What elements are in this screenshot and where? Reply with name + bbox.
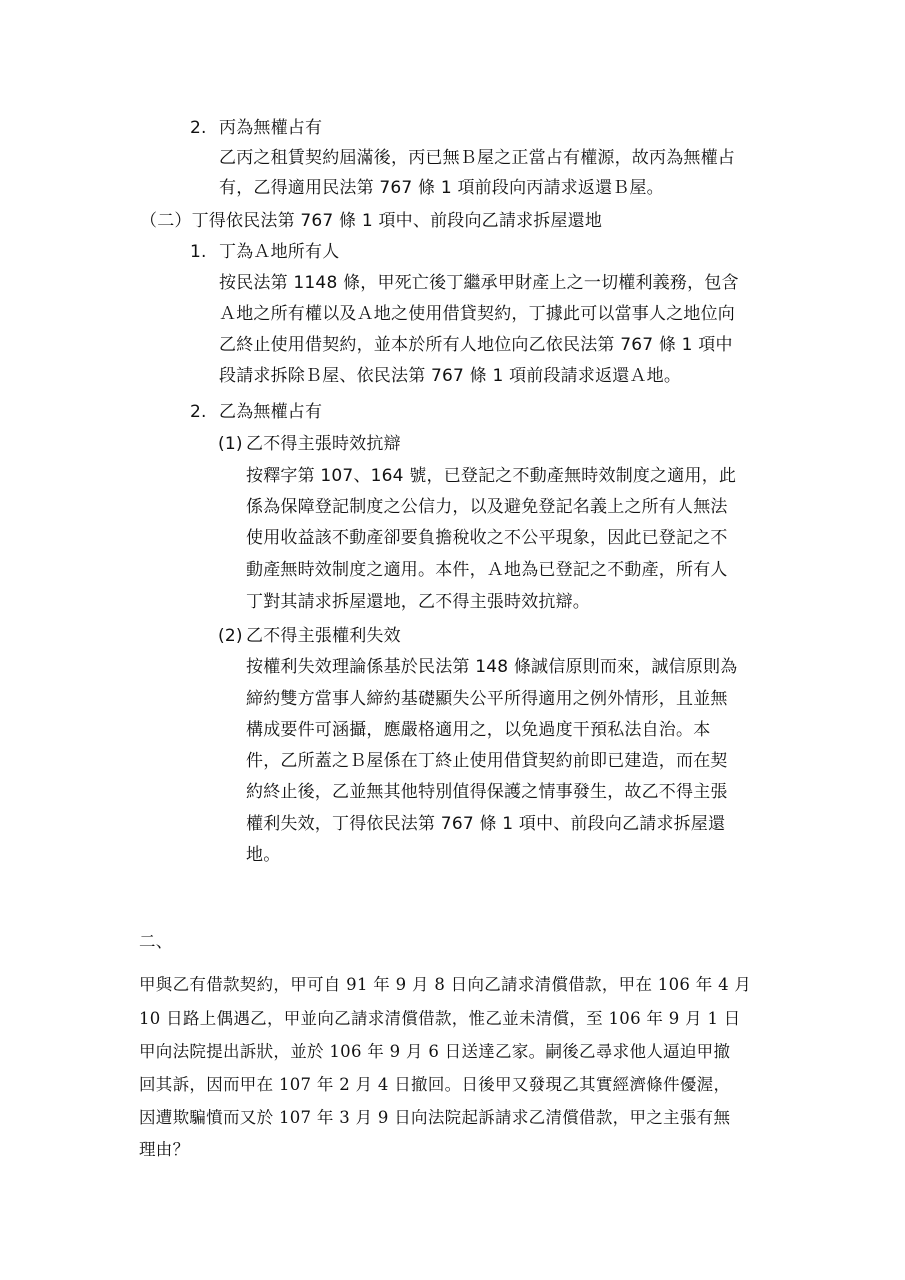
- paragraph-line: 乙丙之租賃契約屆滿後，丙已無Ｂ屋之正當占有權源，故丙為無權占: [219, 148, 735, 168]
- sub-item-number: (2): [218, 626, 243, 646]
- section-heading: （二）丁得依民法第 767 條 1 項中、前段向乙請求拆屋還地: [140, 211, 603, 231]
- sub-item-heading-text: 乙不得主張權利失效: [246, 626, 401, 646]
- question-line: 因遭欺騙憤而又於 107 年 3 月 9 日向法院起訴請求乙清償借款，甲之主張有無: [139, 1108, 731, 1127]
- paragraph-line: 動產無時效制度之適用。本件，Ａ地為已登記之不動產，所有人: [246, 560, 728, 580]
- list-heading-text: 乙為無權占有: [219, 402, 323, 422]
- paragraph-line: 按釋字第 107、164 號，已登記之不動產無時效制度之適用，此: [246, 466, 737, 486]
- question-line: 回其訴，因而甲在 107 年 2 月 4 日撤回。日後甲又發現乙其實經濟條件優渥，: [139, 1075, 731, 1094]
- paragraph-line: 段請求拆除Ｂ屋、依民法第 767 條 1 項前段請求返還Ａ地。: [219, 366, 682, 386]
- paragraph-line: 權利失效，丁得依民法第 767 條 1 項中、前段向乙請求拆屋還: [246, 814, 726, 834]
- paragraph-line: 使用收益該不動產卻要負擔稅收之不公平現象，因此已登記之不: [246, 528, 728, 548]
- sub-item-number: (1): [218, 434, 243, 454]
- sub-item-heading: [218, 626, 401, 646]
- paragraph-line: 丁對其請求拆屋還地，乙不得主張時效抗辯。: [246, 592, 590, 612]
- question-line: 甲與乙有借款契約，甲可自 91 年 9 月 8 日向乙請求清償借款，甲在 106 年 4 月: [139, 975, 752, 994]
- paragraph-line: 約終止後，乙並無其他特別值得保護之情事發生，故乙不得主張: [246, 782, 728, 802]
- paragraph-line: Ａ地之所有權以及Ａ地之使用借貸契約，丁據此可以當事人之地位向: [219, 304, 735, 324]
- list-number: 2.: [190, 118, 207, 138]
- list-number: 1.: [190, 242, 207, 262]
- question-number: 二、: [139, 932, 173, 951]
- paragraph-line: 按民法第 1148 條，甲死亡後丁繼承甲財產上之一切權利義務，包含: [219, 273, 739, 293]
- paragraph-line: 有，乙得適用民法第 767 條 1 項前段向丙請求返還Ｂ屋。: [219, 178, 664, 198]
- paragraph-line: 地。: [246, 845, 281, 865]
- sub-item-heading-text: 乙不得主張時效抗辯: [246, 434, 401, 454]
- list-heading-text: 丙為無權占有: [219, 118, 323, 138]
- question-line: 甲向法院提出訴狀，並於 106 年 9 月 6 日送達乙家。嗣後乙尋求他人逼迫甲撤: [139, 1042, 731, 1061]
- paragraph-line: 乙終止使用借契約，並本於所有人地位向乙依民法第 767 條 1 項中: [219, 335, 733, 355]
- paragraph-line: 件，乙所蓋之Ｂ屋係在丁終止使用借貸契約前即已建造，而在契: [246, 751, 728, 771]
- list-item-heading: [190, 242, 339, 262]
- question-line: 10 日路上偶遇乙，甲並向乙請求清償借款，惟乙並未清償，至 106 年 9 月 1 日: [139, 1009, 741, 1028]
- question-line: 理由？: [139, 1140, 190, 1159]
- sub-item-heading: [218, 434, 401, 454]
- list-item-heading: [190, 118, 322, 138]
- paragraph-line: 係為保障登記制度之公信力，以及避免登記名義上之所有人無法: [246, 497, 728, 517]
- paragraph-line: 構成要件可涵攝，應嚴格適用之，以免過度干預私法自治。本: [246, 720, 711, 740]
- list-number: 2.: [190, 402, 207, 422]
- paragraph-line: 按權利失效理論係基於民法第 148 條誠信原則而來，誠信原則為: [246, 657, 738, 677]
- paragraph-line: 締約雙方當事人締約基礎顯失公平所得適用之例外情形，且並無: [246, 689, 728, 709]
- list-heading-text: 丁為Ａ地所有人: [219, 242, 340, 262]
- list-item-heading: [190, 402, 322, 422]
